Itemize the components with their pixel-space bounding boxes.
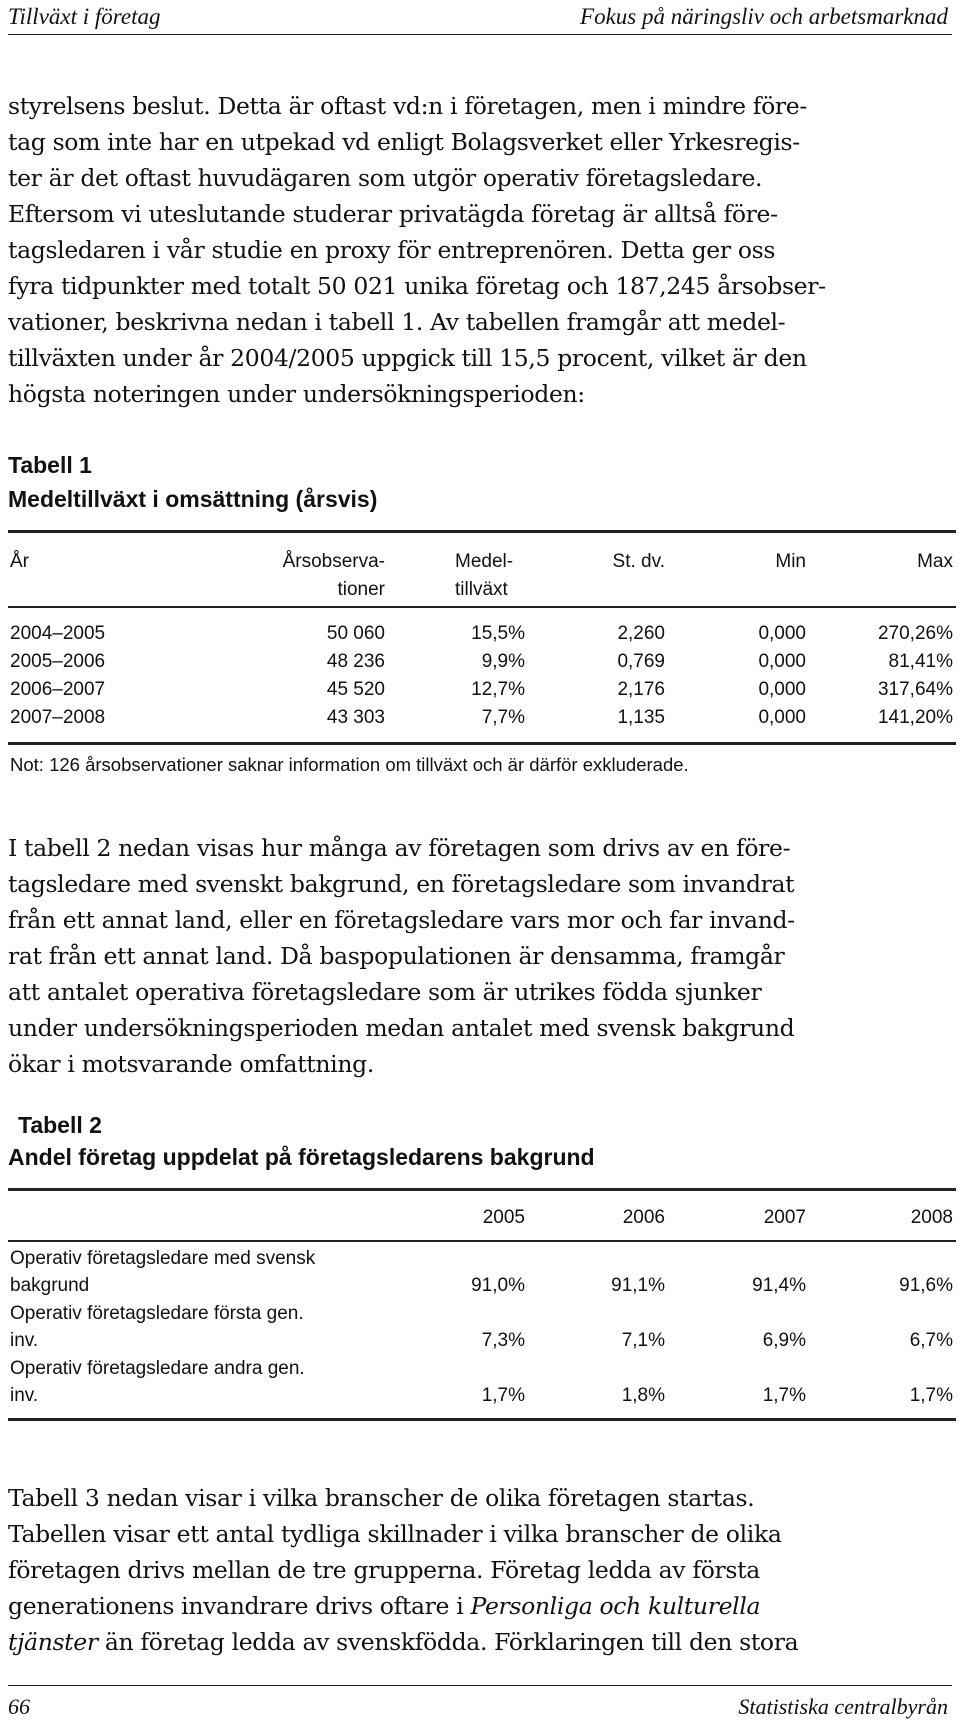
text-line: under undersökningsperioden medan antalet med svensk bakgrund xyxy=(8,1014,795,1042)
table1-header-rule xyxy=(8,606,956,608)
table1-col-observations: Årsobserva- xyxy=(282,551,385,572)
table2-bottom-rule xyxy=(8,1418,956,1421)
table2-cell: 1,7% xyxy=(909,1385,953,1406)
text-line xyxy=(8,1588,936,1624)
table1-cell-observations: 43 303 xyxy=(326,707,385,728)
table2-cell: 91,1% xyxy=(611,1275,665,1296)
table1-cell-year: 2006–2007 xyxy=(10,679,106,700)
table1-cell-min: 0,000 xyxy=(758,679,806,700)
table1-cell-year: 2004–2005 xyxy=(10,623,106,644)
table2-cell: 7,1% xyxy=(621,1330,665,1351)
table2-row-label: Operativ företagsledare första gen. xyxy=(10,1303,304,1324)
table2-cell: 6,7% xyxy=(909,1330,953,1351)
text-line: företagen drivs mellan de tre grupperna. Företag ledda av första xyxy=(8,1556,760,1584)
text-line: tag som inte har en utpekad vd enligt Bolagsverket eller Yrkesregis- xyxy=(8,128,800,156)
table1-col-year: År xyxy=(10,551,29,572)
text-line: fyra tidpunkter med totalt 50 021 unika företag och 187,245 årsobser- xyxy=(8,272,826,300)
table1-col-meangrowth: Medel- xyxy=(455,551,514,572)
table1-cell-min: 0,000 xyxy=(758,651,806,672)
table2-label: Tabell 2 xyxy=(18,1112,102,1138)
table1-cell-stdev: 2,260 xyxy=(617,623,665,644)
text-run: än företag ledda av svenskfödda. Förklaringen till den stora xyxy=(97,1628,799,1656)
table1-cell-max: 141,20% xyxy=(877,707,953,728)
table1-cell-observations: 45 520 xyxy=(326,679,385,700)
paragraph-table3-intro xyxy=(8,1480,936,1660)
table1-cell-stdev: 0,769 xyxy=(617,651,665,672)
table1-cell-observations: 50 060 xyxy=(326,623,385,644)
table1-cell-min: 0,000 xyxy=(758,623,806,644)
italic-term: tjänster xyxy=(8,1628,98,1656)
table1-cell-meangrowth: 15,5% xyxy=(471,623,525,644)
table1-title: Medeltillväxt i omsättning (årsvis) xyxy=(8,486,378,512)
table2-header-rule xyxy=(8,1240,956,1242)
text-line xyxy=(8,1624,936,1660)
table1-cell-max: 81,41% xyxy=(888,651,953,672)
table1-cell-max: 270,26% xyxy=(877,623,953,644)
text-line: I tabell 2 nedan visas hur många av företagen som drivs av en före- xyxy=(8,834,791,862)
text-line: Tabell 3 nedan visar i vilka branscher de olika företagen startas. xyxy=(8,1484,755,1512)
table2-cell: 91,0% xyxy=(471,1275,525,1296)
table2-col-year: 2006 xyxy=(622,1207,665,1228)
table1-cell-meangrowth: 7,7% xyxy=(481,707,525,728)
text-run: generationens invandrare drivs oftare i xyxy=(8,1592,471,1620)
table2-row-label-cont: bakgrund xyxy=(10,1275,90,1296)
paragraph-intro xyxy=(8,88,936,412)
paragraph-table2-intro xyxy=(8,830,936,1082)
text-line: rat från ett annat land. Då baspopulationen är densamma, framgår xyxy=(8,942,785,970)
table2-cell: 7,3% xyxy=(481,1330,525,1351)
page-number: 66 xyxy=(8,1694,30,1719)
table1-col-min: Min xyxy=(775,551,806,572)
table2-row-label: Operativ företagsledare med svensk xyxy=(10,1248,316,1269)
table1-cell-meangrowth: 12,7% xyxy=(471,679,525,700)
table1-cell-year: 2007–2008 xyxy=(10,707,106,728)
table2-title: Andel företag uppdelat på företagsledarens bakgrund xyxy=(8,1144,595,1170)
footer-publisher: Statistiska centralbyrån xyxy=(738,1694,948,1719)
table1-col-stdev: St. dv. xyxy=(612,551,665,572)
table2-top-rule xyxy=(8,1188,956,1191)
table2-cell: 6,9% xyxy=(762,1330,806,1351)
table2-col-year: 2007 xyxy=(763,1207,806,1228)
text-line: tagsledare med svenskt bakgrund, en företagsledare som invandrat xyxy=(8,870,795,898)
table1-col-max: Max xyxy=(917,551,953,572)
table1-cell-stdev: 2,176 xyxy=(617,679,665,700)
text-line: Tabellen visar ett antal tydliga skillnader i vilka branscher de olika xyxy=(8,1520,782,1548)
text-line: högsta noteringen under undersökningsperioden: xyxy=(8,380,585,408)
table1-cell-max: 317,64% xyxy=(877,679,953,700)
table1-cell-observations: 48 236 xyxy=(326,651,385,672)
header-publication-title: Fokus på näringsliv och arbetsmarknad xyxy=(580,4,948,29)
table2-cell: 1,8% xyxy=(621,1385,665,1406)
text-line: vationer, beskrivna nedan i tabell 1. Av tabellen framgår att medel- xyxy=(8,308,786,336)
text-line: styrelsens beslut. Detta är oftast vd:n i företagen, men i mindre före- xyxy=(8,92,807,120)
table1-top-rule xyxy=(8,530,956,533)
table2-cell: 1,7% xyxy=(481,1385,525,1406)
table2-row-label-cont: inv. xyxy=(10,1385,39,1406)
table1-col-observations-cont: tioner xyxy=(337,579,385,600)
table2-row-label: Operativ företagsledare andra gen. xyxy=(10,1358,305,1379)
text-line: ökar i motsvarande omfattning. xyxy=(8,1050,374,1078)
table1-cell-stdev: 1,135 xyxy=(617,707,665,728)
running-header xyxy=(8,0,952,35)
text-line: tagsledaren i vår studie en proxy för entreprenören. Detta ger oss xyxy=(8,236,776,264)
text-line: ter är det oftast huvudägaren som utgör operativ företagsledare. xyxy=(8,164,763,192)
table2-cell: 91,6% xyxy=(899,1275,953,1296)
table1-cell-year: 2005–2006 xyxy=(10,651,106,672)
table1-col-meangrowth-cont: tillväxt xyxy=(455,579,508,600)
text-line: från ett annat land, eller en företagsledare vars mor och far invand- xyxy=(8,906,795,934)
header-section-title: Tillväxt i företag xyxy=(8,4,161,29)
table2-col-year: 2008 xyxy=(910,1207,953,1228)
text-line: Eftersom vi uteslutande studerar privatägda företag är alltså före- xyxy=(8,200,778,228)
table2-cell: 1,7% xyxy=(762,1385,806,1406)
italic-term: Personliga och kulturella xyxy=(470,1592,761,1620)
page-footer xyxy=(8,1685,952,1726)
table1-bottom-rule xyxy=(8,742,956,745)
table1-note: Not: 126 årsobservationer saknar information om tillväxt och är därför exkluderade. xyxy=(10,754,689,775)
table1-cell-min: 0,000 xyxy=(758,707,806,728)
text-line: att antalet operativa företagsledare som är utrikes födda sjunker xyxy=(8,978,762,1006)
table2-row-label-cont: inv. xyxy=(10,1330,39,1351)
text-line: tillväxten under år 2004/2005 uppgick till 15,5 procent, vilket är den xyxy=(8,344,807,372)
table2-col-year: 2005 xyxy=(482,1207,525,1228)
table1-cell-meangrowth: 9,9% xyxy=(481,651,525,672)
table2-cell: 91,4% xyxy=(752,1275,806,1296)
table1-label: Tabell 1 xyxy=(8,452,92,478)
